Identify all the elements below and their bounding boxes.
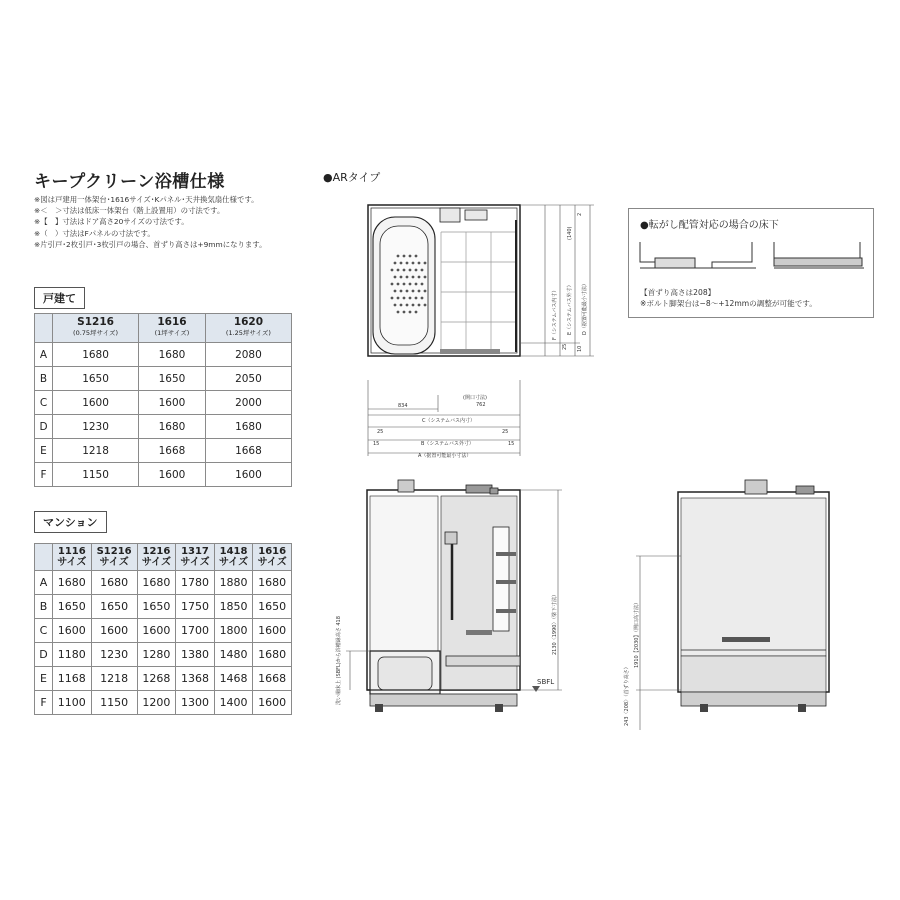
tub-dot bbox=[406, 262, 409, 265]
svg-text:243〈208〉（首ずり高さ）: 243〈208〉（首ずり高さ） bbox=[624, 664, 630, 726]
type-label: ●ARタイプ bbox=[323, 171, 381, 184]
tub-dot bbox=[403, 269, 406, 272]
note-line: ※＜ ＞寸法は低床一体架台（階上設置用）の寸法です。 bbox=[34, 206, 225, 216]
col-header: 1216 サイズ bbox=[137, 544, 176, 571]
table-row: D 1180 1230 1280 1380 1480 1680 bbox=[35, 643, 292, 667]
tub-dot bbox=[394, 290, 397, 293]
tub-dot bbox=[397, 297, 400, 300]
tub-dot bbox=[403, 311, 406, 314]
tub-dot bbox=[394, 276, 397, 279]
page-title: キープクリーン浴槽仕様 bbox=[34, 172, 225, 192]
callout-title: ●転がし配管対応の場合の床下 bbox=[640, 220, 779, 231]
table-row: A 1680 1680 1680 1780 1880 1680 bbox=[35, 571, 292, 595]
tub-dot bbox=[391, 297, 394, 300]
svg-text:15: 15 bbox=[373, 441, 380, 447]
table-row: C 1600 1600 1600 1700 1800 1600 bbox=[35, 619, 292, 643]
tub-dot bbox=[421, 283, 424, 286]
tub-dot bbox=[400, 304, 403, 307]
tub-dot bbox=[409, 311, 412, 314]
col-header: 1616 (1坪サイズ) bbox=[139, 314, 206, 343]
note-line: ※（ ）寸法はFパネルの寸法です。 bbox=[34, 228, 155, 238]
tub-dot bbox=[415, 297, 418, 300]
tub-dot bbox=[412, 304, 415, 307]
svg-text:洗い場床上 (SBFL)から浴槽縁高さ 418: 洗い場床上 (SBFL)から浴槽縁高さ 418 bbox=[336, 616, 342, 705]
svg-text:F（システムバス内寸）: F（システムバス内寸） bbox=[552, 287, 558, 340]
tub-dot bbox=[397, 269, 400, 272]
mansion-label: マンション bbox=[34, 511, 107, 533]
side-elevation bbox=[678, 480, 829, 712]
tub-dot bbox=[412, 276, 415, 279]
tub-dot bbox=[415, 255, 418, 258]
table-row: C 1600 1600 2000 bbox=[35, 391, 292, 415]
tub-dot bbox=[415, 283, 418, 286]
svg-text:15: 15 bbox=[508, 441, 515, 447]
kodate-label: 戸建て bbox=[34, 287, 85, 309]
tub-dot bbox=[397, 283, 400, 286]
tub-dot bbox=[400, 262, 403, 265]
svg-text:10: 10 bbox=[577, 345, 583, 352]
table-row: B 1650 1650 1650 1750 1850 1650 bbox=[35, 595, 292, 619]
tub-dot bbox=[406, 304, 409, 307]
svg-text:D（据置可能最小寸法）: D（据置可能最小寸法） bbox=[582, 281, 588, 335]
svg-text:2: 2 bbox=[577, 212, 583, 216]
table-row: F 1100 1150 1200 1300 1400 1600 bbox=[35, 691, 292, 715]
tub-dot bbox=[418, 304, 421, 307]
col-header: 1317 サイズ bbox=[176, 544, 215, 571]
tub-dot bbox=[397, 255, 400, 258]
sbfl-label: SBFL bbox=[537, 678, 555, 686]
note-line: ※【 】寸法はドア高さ20サイズの寸法です。 bbox=[34, 217, 189, 227]
col-header: 1418 サイズ bbox=[214, 544, 253, 571]
table-row: E 1168 1218 1268 1368 1468 1668 bbox=[35, 667, 292, 691]
svg-text:1910【2030】（開口高寸法）: 1910【2030】（開口高寸法） bbox=[634, 600, 640, 668]
svg-text:E（システムバス外寸）: E（システムバス外寸） bbox=[567, 282, 573, 335]
tub-dot bbox=[409, 283, 412, 286]
col-header: 1620 (1.25坪サイズ) bbox=[205, 314, 291, 343]
tub-dot bbox=[418, 262, 421, 265]
callout-drawing-left bbox=[640, 242, 756, 268]
svg-text:834: 834 bbox=[398, 403, 408, 409]
tub-dot bbox=[391, 269, 394, 272]
tub-dot bbox=[421, 269, 424, 272]
table-row: F 1150 1600 1600 bbox=[35, 463, 292, 487]
col-header: 1116 サイズ bbox=[53, 544, 92, 571]
front-elevation bbox=[367, 480, 520, 712]
tub-dot bbox=[424, 304, 427, 307]
tub-dot bbox=[403, 255, 406, 258]
tub-dot bbox=[412, 290, 415, 293]
note-line: ※図は戸建用一体架台･1616サイズ･Kパネル･天井換気扇仕様です。 bbox=[34, 195, 259, 204]
tub-dot bbox=[391, 283, 394, 286]
tub-dot bbox=[403, 283, 406, 286]
col-header: S1216 (0.75坪サイズ) bbox=[53, 314, 139, 343]
svg-text:C（システムバス内寸）: C（システムバス内寸） bbox=[422, 418, 475, 424]
tub-dot bbox=[415, 311, 418, 314]
svg-text:B（システムバス外寸）: B（システムバス外寸） bbox=[421, 441, 474, 447]
tub-dot bbox=[424, 290, 427, 293]
table-row: B 1650 1650 2050 bbox=[35, 367, 292, 391]
tub-dot bbox=[424, 276, 427, 279]
tub-dot bbox=[394, 262, 397, 265]
tub-dot bbox=[394, 304, 397, 307]
svg-text:25: 25 bbox=[562, 343, 568, 350]
side-elevation-labels bbox=[623, 600, 640, 726]
table-row: E 1218 1668 1668 bbox=[35, 439, 292, 463]
tub-dot bbox=[421, 297, 424, 300]
table-row: D 1230 1680 1680 bbox=[35, 415, 292, 439]
tub-dot bbox=[409, 255, 412, 258]
tub-dot bbox=[409, 269, 412, 272]
tub-dot bbox=[400, 276, 403, 279]
table-row: A 1680 1680 2080 bbox=[35, 343, 292, 367]
svg-text:(開口寸法): (開口寸法) bbox=[463, 395, 487, 401]
tub-dot bbox=[406, 276, 409, 279]
col-header: S1216 サイズ bbox=[91, 544, 137, 571]
plan-view bbox=[368, 205, 520, 356]
callout-note-line: ※ボルト脚架台は−8〜+12mmの調整が可能です。 bbox=[640, 298, 817, 308]
svg-text:25: 25 bbox=[502, 429, 509, 435]
callout-drawing-right bbox=[774, 242, 864, 268]
svg-text:762: 762 bbox=[476, 402, 486, 408]
tub-dot bbox=[415, 269, 418, 272]
tub-dot bbox=[406, 290, 409, 293]
tub-dot bbox=[400, 290, 403, 293]
tub-dot bbox=[409, 297, 412, 300]
note-line: ※片引戸･2枚引戸･3枚引戸の場合、首ずり高さは+9mmになります。 bbox=[34, 239, 267, 249]
svg-text:2130〈1990〉（梁下寸法）: 2130〈1990〉（梁下寸法） bbox=[552, 592, 558, 655]
tub-dot bbox=[412, 262, 415, 265]
side-elevation-dimensions bbox=[636, 556, 681, 730]
callout-note-line: 【首ずり高さは208】 bbox=[640, 288, 716, 297]
svg-text:25: 25 bbox=[377, 429, 384, 435]
svg-text:(140): (140) bbox=[567, 226, 573, 240]
tub-dot bbox=[403, 297, 406, 300]
col-header: 1616 サイズ bbox=[253, 544, 292, 571]
tub-dot bbox=[424, 262, 427, 265]
svg-text:A（据置可能最小寸法）: A（据置可能最小寸法） bbox=[418, 453, 472, 459]
tub-dot bbox=[418, 290, 421, 293]
tub-dot bbox=[397, 311, 400, 314]
tub-dot bbox=[418, 276, 421, 279]
